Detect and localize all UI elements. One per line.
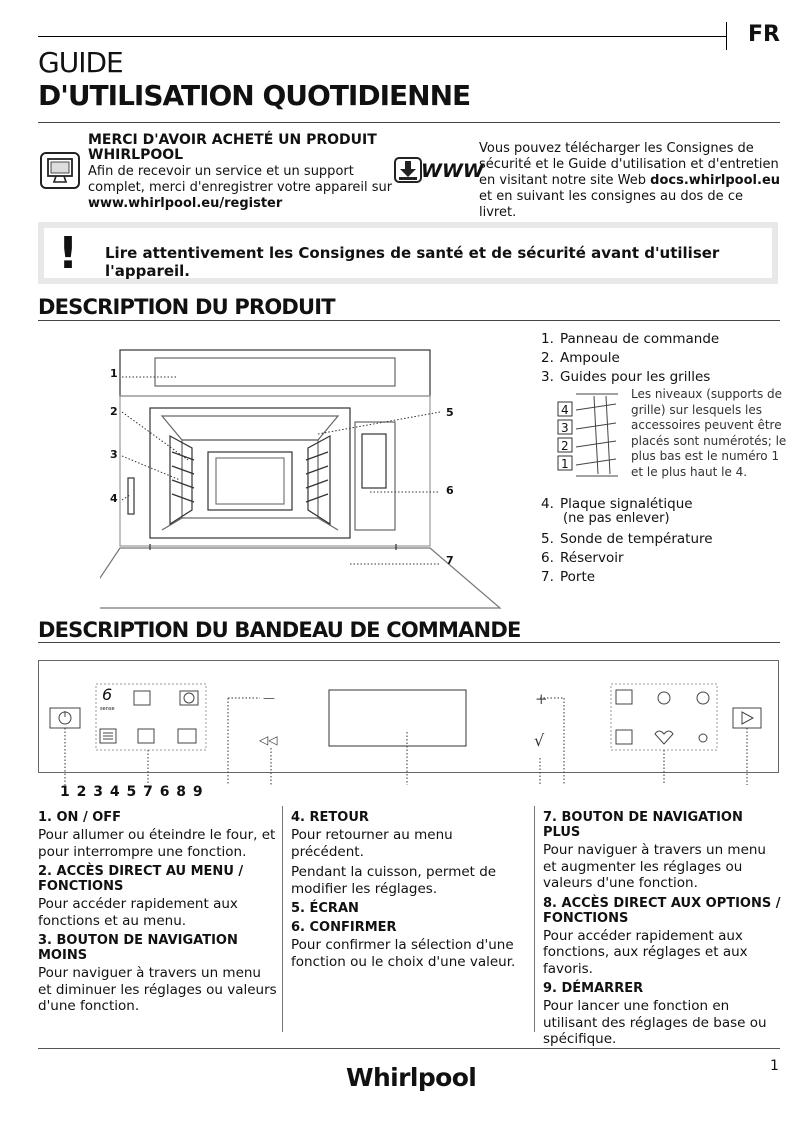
item-body: Pour naviguer à travers un menu et augmenter les réglages ou valeurs d'une fonction. (543, 842, 766, 891)
list-item: 3. Guides pour les grilles (541, 369, 711, 385)
item-body: Pour confirmer la sélection d'une fonction ou le choix d'une valeur. (291, 937, 516, 970)
callout-6: 6 (446, 484, 454, 497)
rack-levels-diagram (556, 392, 626, 480)
www-label: WWW (421, 160, 484, 182)
callout-5: 5 (446, 406, 454, 419)
callout-1: 1 (110, 367, 118, 380)
item-body: Pour retourner au menu précédent. (291, 827, 453, 860)
callout-4: 4 (110, 492, 118, 505)
control-column-2 (291, 806, 527, 1032)
control-column-3 (543, 806, 781, 1047)
control-section-rule (38, 642, 780, 643)
item-head: 3. BOUTON DE NAVIGATION MOINS (38, 933, 238, 963)
item-head: 8. ACCÈS DIRECT AUX OPTIONS / FONCTIONS (543, 895, 781, 926)
register-body: Afin de recevoir un service et un support complet, merci d'enregistrer votre appareil sur (88, 164, 393, 195)
register-link[interactable]: www.whirlpool.eu/register (88, 196, 283, 211)
warning-icon: ! (58, 228, 79, 279)
oven-diagram (100, 340, 520, 615)
plus-button: + (535, 690, 548, 708)
top-tick (726, 22, 727, 50)
control-panel-drawing (38, 660, 780, 785)
item-head: 2. ACCÈS DIRECT AU MENU / FONCTIONS (38, 864, 244, 894)
level-4: 4 (561, 403, 569, 417)
item-body: Pour naviguer à travers un menu et diminuer les réglages ou valeurs d'une fonction. (38, 965, 277, 1014)
item-head: 6. CONFIRMER (291, 920, 397, 935)
product-section-rule (38, 320, 780, 321)
item-head: 4. RETOUR (291, 810, 369, 825)
control-section-title: DESCRIPTION DU BANDEAU DE COMMANDE (38, 618, 521, 642)
item-head: 7. BOUTON DE NAVIGATION PLUS (543, 810, 743, 840)
item-head: 1. ON / OFF (38, 810, 122, 825)
list-item: 2. Ampoule (541, 350, 620, 366)
item-head: 5. ÉCRAN (291, 901, 359, 916)
list-item: 6. Réservoir (541, 550, 624, 566)
register-text (88, 164, 393, 212)
product-section-title: DESCRIPTION DU PRODUIT (38, 295, 335, 319)
list-item: 1. Panneau de commande (541, 331, 720, 347)
control-column-1 (38, 806, 278, 1032)
list-item-sub: (ne pas enlever) (563, 511, 670, 526)
docs-link[interactable]: docs.whirlpool.eu (650, 173, 781, 188)
column-divider (282, 806, 283, 1032)
callout-2: 2 (110, 405, 118, 418)
language-code: FR (748, 22, 780, 47)
level-3: 3 (561, 421, 569, 435)
item-body: Pour allumer ou éteindre le four, et pour interrompre une fonction. (38, 827, 276, 860)
list-item: 7. Porte (541, 569, 596, 585)
level-1: 1 (561, 457, 569, 471)
item-body: Pendant la cuisson, permet de modifier les réglages. (291, 864, 497, 897)
title-line-2: D'UTILISATION QUOTIDIENNE (38, 79, 471, 112)
download-icon (394, 157, 424, 185)
sense-logo: 6 (102, 685, 113, 704)
item-head: 9. DÉMARRER (543, 981, 644, 996)
levels-note: Les niveaux (supports de grille) sur lesquels les accessoires peuvent être placés sont numérotés; le plus bas est le numéro 1 et le plus haut le 4. (631, 387, 787, 479)
item-body: Pour accéder rapidement aux fonctions et au menu. (38, 896, 238, 929)
level-2: 2 (561, 439, 569, 453)
download-body-1: Vous pouvez télécharger les Consignes de sécurité et le Guide d'utilisation et d'entretien en visitant notre site Web (479, 141, 779, 188)
whirlpool-logo: Whirlpool (346, 1063, 477, 1092)
callout-3: 3 (110, 448, 118, 461)
thanks-heading: MERCI D'AVOIR ACHETÉ UN PRODUIT WHIRLPOOL (88, 132, 377, 163)
back-button: ◁◁ (259, 733, 278, 747)
top-rule (38, 36, 726, 37)
column-divider (534, 806, 535, 1032)
callout-7: 7 (446, 554, 454, 567)
page-number: 1 (770, 1058, 779, 1074)
confirm-button: √ (534, 731, 545, 750)
list-item: 5. Sonde de température (541, 531, 713, 547)
item-body: Pour accéder rapidement aux fonctions, aux réglages et aux favoris. (543, 927, 748, 977)
safety-alert-text: Lire attentivement les Consignes de santé et de sécurité avant d'utiliser l'appareil. (105, 244, 720, 280)
download-text (479, 141, 784, 221)
monitor-icon (40, 152, 80, 190)
control-numbers: 1 2 3 4 5 7 6 8 9 (60, 784, 204, 800)
sense-sub: sense (100, 706, 115, 712)
minus-button: — (263, 691, 275, 705)
item-body: Pour lancer une fonction en utilisant des réglages de base ou spécifique. (543, 998, 767, 1047)
title-line-1: GUIDE (38, 46, 123, 79)
list-item: 4. Plaque signalétique (541, 496, 693, 512)
header-divider (38, 122, 780, 123)
footer-rule (38, 1048, 780, 1049)
download-body-2: et en suivant les consignes au dos de ce livret. (479, 189, 743, 220)
